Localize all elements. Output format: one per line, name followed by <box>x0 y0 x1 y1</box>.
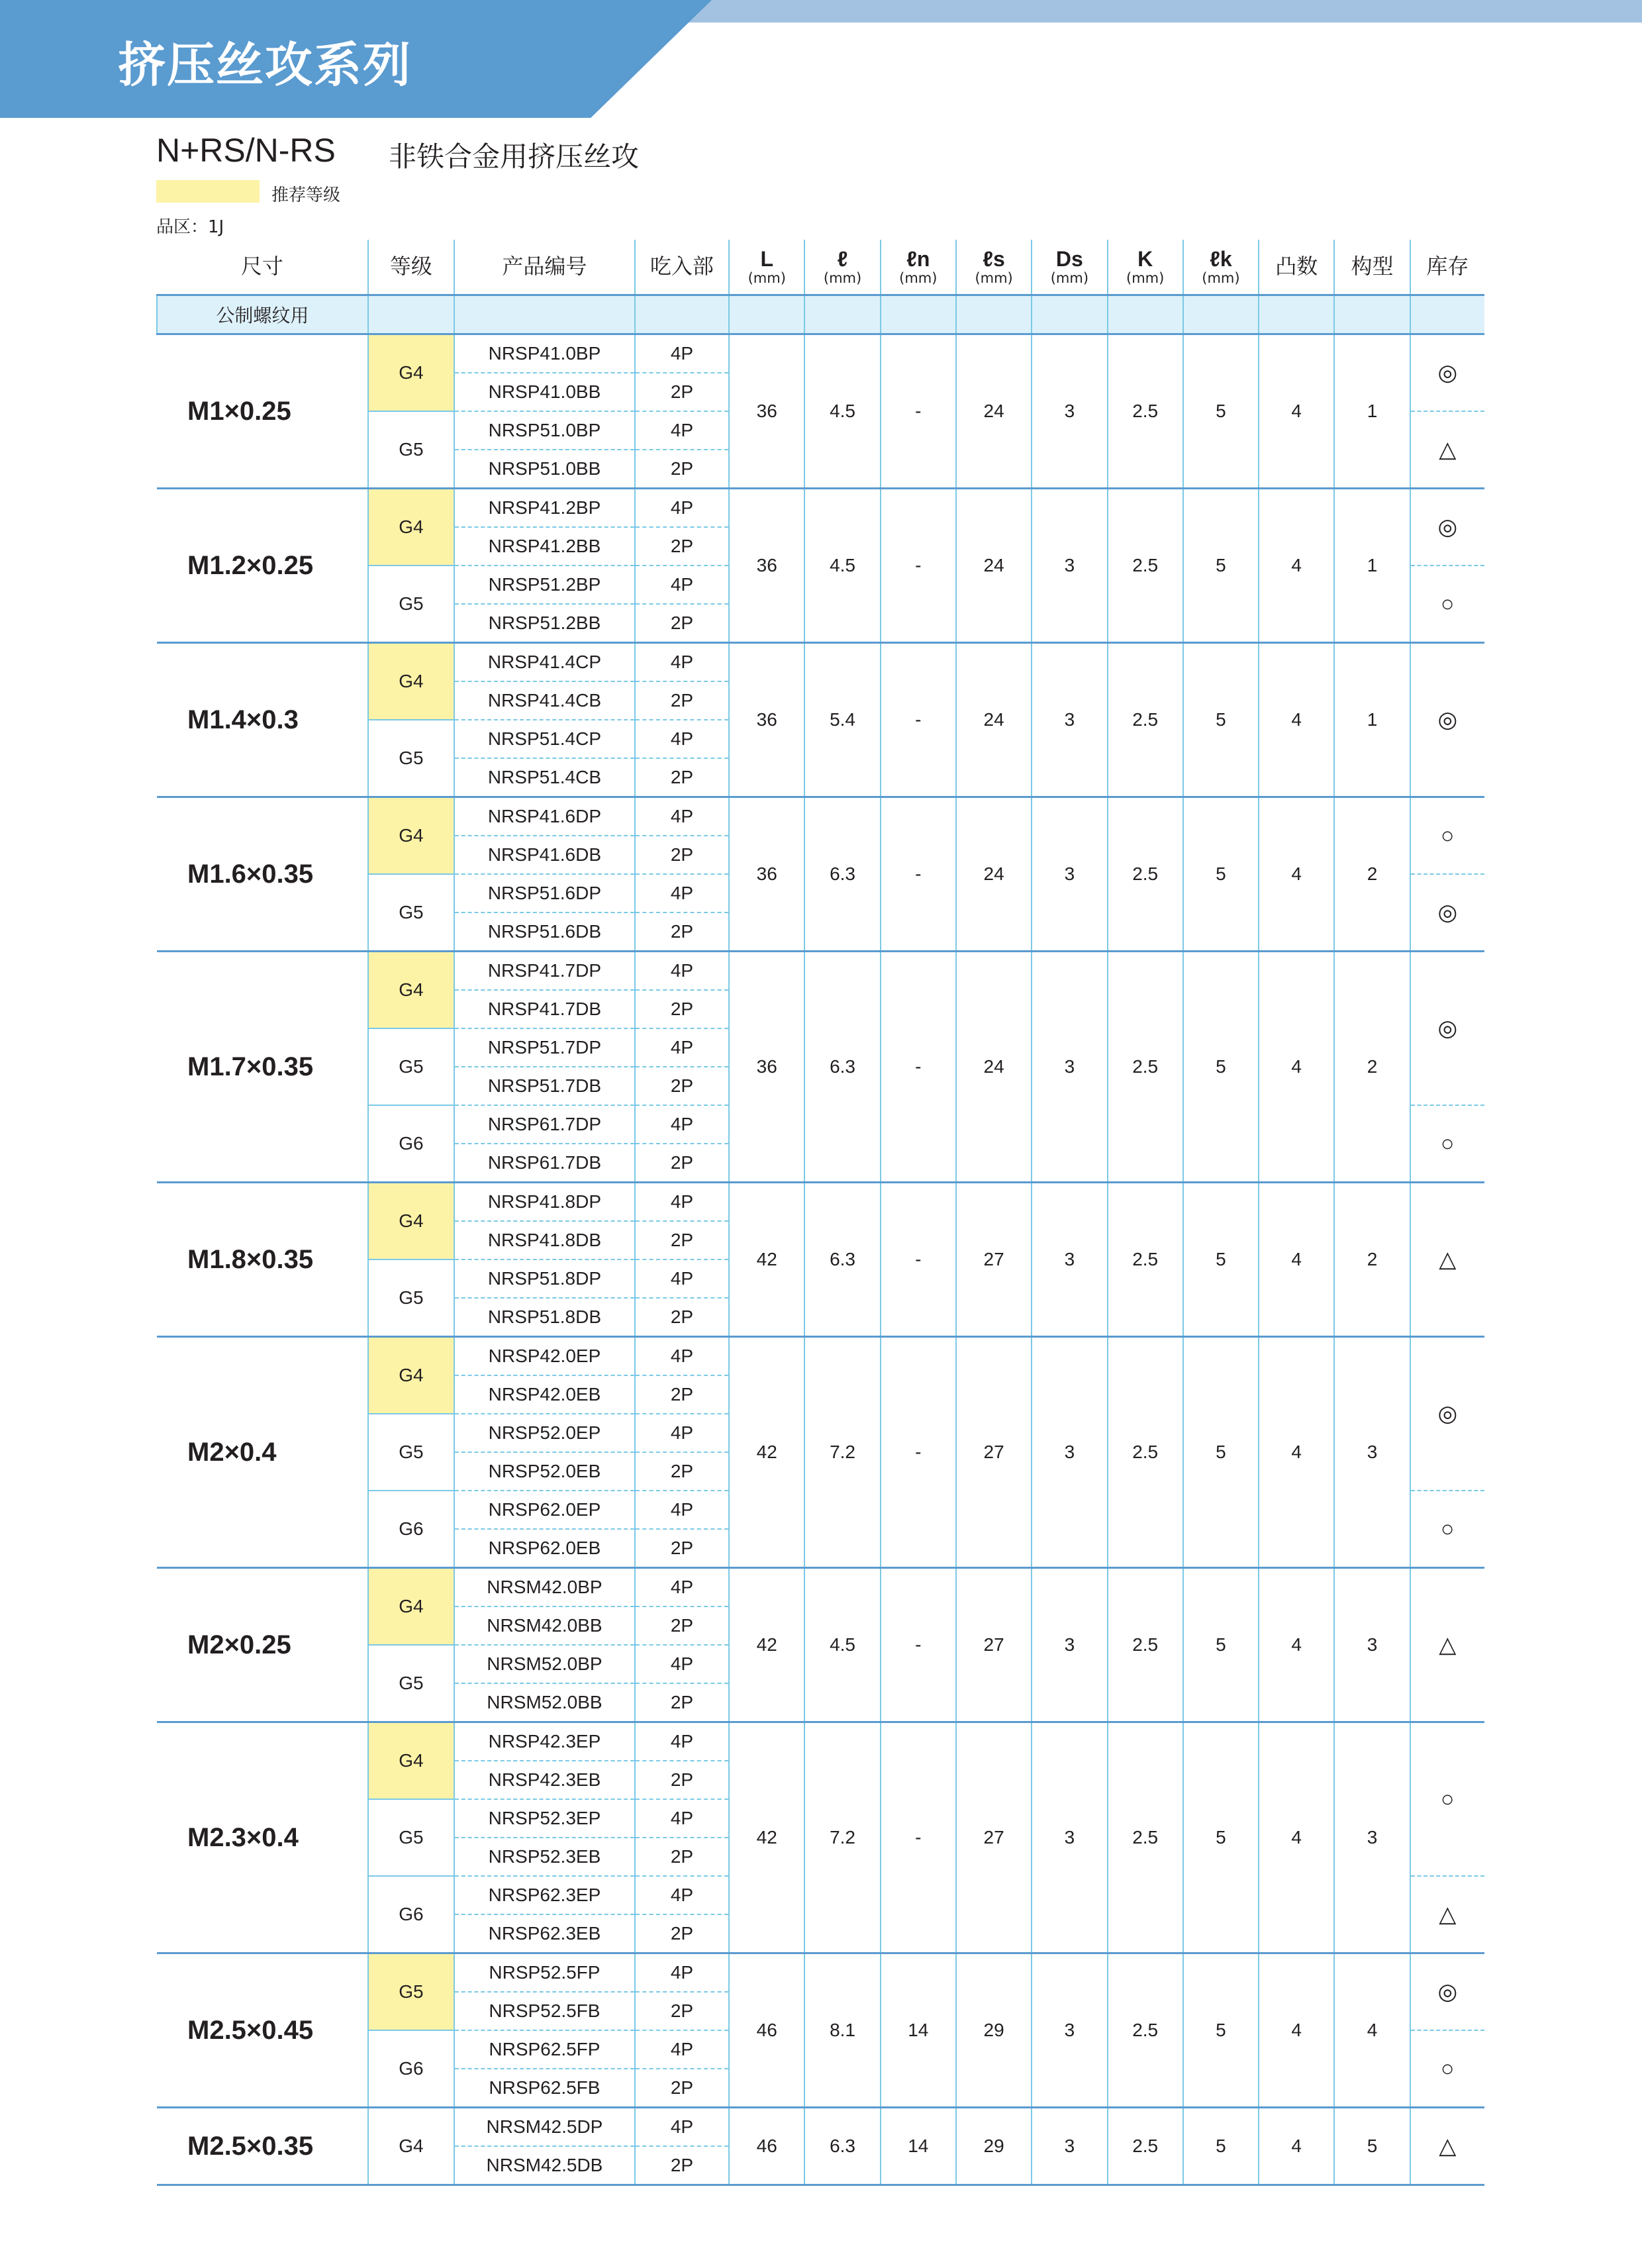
spec-lk-cell: 5 <box>1183 643 1259 797</box>
spec-ls-cell: 29 <box>956 2108 1032 2185</box>
spec-ls-cell: 24 <box>956 952 1032 1183</box>
spec-K-cell: 2.5 <box>1108 797 1183 952</box>
spec-L-cell: 46 <box>729 2108 804 2185</box>
stock-status-cell: △ <box>1410 2108 1484 2185</box>
product-code-cell: NRSP51.7DB <box>454 1067 635 1105</box>
product-code-cell: NRSP42.0EB <box>454 1375 635 1414</box>
grade-cell: G4 <box>368 489 454 566</box>
spec-lobes-cell: 4 <box>1259 1953 1334 2108</box>
spec-Ds-cell: 3 <box>1032 489 1107 643</box>
bite-cell: 2P <box>635 681 729 720</box>
subheader-metric-thread: 公制螺纹用 <box>157 295 368 334</box>
header-K: K (mm) <box>1108 240 1183 295</box>
product-code-cell: NRSP42.0EP <box>454 1337 635 1376</box>
grade-cell: G6 <box>368 1105 454 1183</box>
grade-cell: G5 <box>368 1799 454 1876</box>
table-body <box>157 295 1484 2185</box>
bite-cell: 2P <box>635 373 729 411</box>
size-cell: M1.7×0.35 <box>157 952 368 1183</box>
product-code-cell: NRSP62.0EP <box>454 1491 635 1529</box>
spec-K-cell: 2.5 <box>1108 952 1183 1183</box>
spec-L-cell: 42 <box>729 1337 804 1568</box>
bite-cell: 4P <box>635 797 729 836</box>
stock-status-cell: ◎ <box>1410 952 1484 1106</box>
spec-L-cell: 42 <box>729 1568 804 1722</box>
spec-config-cell: 3 <box>1334 1722 1410 1953</box>
grade-cell: G4 <box>368 643 454 720</box>
grade-cell: G5 <box>368 720 454 797</box>
product-code-cell: NRSP51.6DP <box>454 874 635 912</box>
header-stock: 库存 <box>1410 240 1484 295</box>
size-cell: M2.5×0.45 <box>157 1953 368 2108</box>
spec-K-cell: 2.5 <box>1108 643 1183 797</box>
spec-ls-cell: 24 <box>956 334 1032 489</box>
grade-cell: G4 <box>368 797 454 875</box>
product-code-cell: NRSP51.8DB <box>454 1298 635 1337</box>
bite-cell: 2P <box>635 990 729 1028</box>
product-code-cell: NRSP62.5FP <box>454 2030 635 2069</box>
spec-lobes-cell: 4 <box>1259 797 1334 952</box>
spec-l-cell: 4.5 <box>804 489 880 643</box>
spec-lobes-cell: 4 <box>1259 643 1334 797</box>
spec-L-cell: 42 <box>729 1722 804 1953</box>
bite-cell: 4P <box>635 1414 729 1452</box>
stock-status-cell: △ <box>1410 1876 1484 1953</box>
table-row <box>157 1722 1484 1761</box>
spec-Ds-cell: 3 <box>1032 643 1107 797</box>
spec-lobes-cell: 4 <box>1259 1337 1334 1568</box>
product-code-cell: NRSP41.0BB <box>454 373 635 411</box>
spec-K-cell: 2.5 <box>1108 334 1183 489</box>
spec-ln-cell: - <box>881 1183 956 1337</box>
grade-cell: G5 <box>368 874 454 952</box>
product-code-cell: NRSP61.7DB <box>454 1144 635 1183</box>
product-code-cell: NRSP41.2BP <box>454 489 635 528</box>
spec-Ds-cell: 3 <box>1032 1568 1107 1722</box>
bite-cell: 2P <box>635 1992 729 2030</box>
spec-ls-cell: 27 <box>956 1337 1032 1568</box>
spec-ls-cell: 27 <box>956 1183 1032 1337</box>
product-code-cell: NRSP41.7DP <box>454 952 635 991</box>
spec-lk-cell: 5 <box>1183 952 1259 1183</box>
table-row <box>157 952 1484 991</box>
table-row <box>157 1568 1484 1607</box>
recommended-legend-label: 推荐等级 <box>271 185 341 205</box>
stock-status-cell: ◎ <box>1410 489 1484 566</box>
spec-K-cell: 2.5 <box>1108 2108 1183 2185</box>
spec-L-cell: 36 <box>729 489 804 643</box>
grade-cell: G5 <box>368 566 454 643</box>
product-code-cell: NRSP51.2BB <box>454 604 635 643</box>
grade-cell: G6 <box>368 2030 454 2108</box>
stock-status-cell: ○ <box>1410 797 1484 875</box>
bite-cell: 2P <box>635 1221 729 1259</box>
spec-l-cell: 7.2 <box>804 1722 880 1953</box>
spec-l-cell: 8.1 <box>804 1953 880 2108</box>
header-bite: 吃入部 <box>635 240 729 295</box>
bite-cell: 4P <box>635 1953 729 1993</box>
product-code-cell: NRSP62.3EB <box>454 1914 635 1953</box>
spec-L-cell: 36 <box>729 797 804 952</box>
product-code-cell: NRSP52.0EB <box>454 1452 635 1491</box>
bite-cell: 2P <box>635 1298 729 1337</box>
spec-lk-cell: 5 <box>1183 1722 1259 1953</box>
spec-ln-cell: - <box>881 1722 956 1953</box>
stock-status-cell: ○ <box>1410 1105 1484 1183</box>
spec-lk-cell: 5 <box>1183 797 1259 952</box>
spec-lk-cell: 5 <box>1183 2108 1259 2185</box>
bite-cell: 4P <box>635 2030 729 2069</box>
bite-cell: 2P <box>635 1606 729 1645</box>
bite-cell: 2P <box>635 1683 729 1722</box>
bite-cell: 4P <box>635 334 729 373</box>
product-code-cell: NRSP41.2BB <box>454 527 635 566</box>
product-code-cell: NRSP62.0EB <box>454 1529 635 1568</box>
table-row <box>157 489 1484 528</box>
stock-status-cell: ◎ <box>1410 1337 1484 1491</box>
bite-cell: 2P <box>635 1914 729 1953</box>
bite-cell: 2P <box>635 2146 729 2185</box>
spec-ln-cell: - <box>881 1568 956 1722</box>
grade-cell: G4 <box>368 1183 454 1260</box>
spec-Ds-cell: 3 <box>1032 1722 1107 1953</box>
spec-Ds-cell: 3 <box>1032 1953 1107 2108</box>
spec-ln-cell: 14 <box>881 2108 956 2185</box>
grade-cell: G5 <box>368 1953 454 2031</box>
grade-cell: G5 <box>368 411 454 489</box>
spec-lobes-cell: 4 <box>1259 1183 1334 1337</box>
spec-K-cell: 2.5 <box>1108 1337 1183 1568</box>
grade-cell: G4 <box>368 952 454 1029</box>
spec-ls-cell: 27 <box>956 1722 1032 1953</box>
spec-ln-cell: 14 <box>881 1953 956 2108</box>
spec-config-cell: 1 <box>1334 489 1410 643</box>
product-code-cell: NRSP41.0BP <box>454 334 635 373</box>
table-row <box>157 1337 1484 1376</box>
size-cell: M2.5×0.35 <box>157 2108 368 2185</box>
header-ln: ℓn (mm) <box>881 240 956 295</box>
spec-K-cell: 2.5 <box>1108 1568 1183 1722</box>
bite-cell: 2P <box>635 604 729 643</box>
product-code-cell: NRSP41.6DB <box>454 836 635 874</box>
stock-status-cell: ○ <box>1410 1722 1484 1877</box>
spec-Ds-cell: 3 <box>1032 2108 1107 2185</box>
bite-cell: 4P <box>635 1568 729 1607</box>
spec-ln-cell: - <box>881 797 956 952</box>
stock-status-cell: ○ <box>1410 1491 1484 1568</box>
spec-K-cell: 2.5 <box>1108 1953 1183 2108</box>
bite-cell: 4P <box>635 874 729 912</box>
bite-cell: 4P <box>635 411 729 450</box>
size-cell: M1.4×0.3 <box>157 643 368 797</box>
spec-lk-cell: 5 <box>1183 1337 1259 1568</box>
spec-Ds-cell: 3 <box>1032 797 1107 952</box>
spec-lobes-cell: 4 <box>1259 1722 1334 1953</box>
spec-L-cell: 36 <box>729 952 804 1183</box>
stock-status-cell: △ <box>1410 1183 1484 1337</box>
product-code-cell: NRSP41.6DP <box>454 797 635 836</box>
recommended-legend-swatch <box>156 180 260 203</box>
product-code-cell: NRSP51.6DB <box>454 912 635 952</box>
spec-lk-cell: 5 <box>1183 334 1259 489</box>
size-cell: M1.2×0.25 <box>157 489 368 643</box>
grade-cell: G5 <box>368 1028 454 1105</box>
product-code-cell: NRSP51.4CB <box>454 758 635 797</box>
header-lk: ℓk (mm) <box>1183 240 1259 295</box>
table-header-row <box>157 240 1484 295</box>
product-code-cell: NRSP62.5FB <box>454 2069 635 2108</box>
grade-cell: G5 <box>368 1259 454 1337</box>
product-code-cell: NRSP51.2BP <box>454 566 635 604</box>
spec-ls-cell: 24 <box>956 643 1032 797</box>
table-row <box>157 1183 1484 1222</box>
stock-status-cell: ○ <box>1410 566 1484 643</box>
product-code-cell: NRSP41.8DP <box>454 1183 635 1222</box>
bite-cell: 4P <box>635 1183 729 1222</box>
spec-config-cell: 4 <box>1334 1953 1410 2108</box>
bite-cell: 4P <box>635 1259 729 1298</box>
spec-L-cell: 46 <box>729 1953 804 2108</box>
grade-cell: G4 <box>368 334 454 412</box>
grade-cell: G5 <box>368 1645 454 1722</box>
lot-label: 品区：1J <box>156 217 224 237</box>
stock-status-cell: ◎ <box>1410 874 1484 952</box>
grade-cell: G4 <box>368 2108 454 2185</box>
spec-config-cell: 1 <box>1334 334 1410 489</box>
product-code-cell: NRSP52.0EP <box>454 1414 635 1452</box>
bite-cell: 4P <box>635 2108 729 2147</box>
size-cell: M1.6×0.35 <box>157 797 368 952</box>
spec-ls-cell: 27 <box>956 1568 1032 1722</box>
stock-status-cell: ◎ <box>1410 643 1484 797</box>
product-code-cell: NRSP62.3EP <box>454 1876 635 1914</box>
bite-cell: 2P <box>635 912 729 952</box>
bite-cell: 2P <box>635 527 729 566</box>
spec-lk-cell: 5 <box>1183 489 1259 643</box>
spec-ls-cell: 24 <box>956 797 1032 952</box>
spec-ls-cell: 29 <box>956 1953 1032 2108</box>
product-code-cell: NRSM52.0BP <box>454 1645 635 1683</box>
product-code-cell: NRSP51.0BP <box>454 411 635 450</box>
bite-cell: 2P <box>635 758 729 797</box>
spec-K-cell: 2.5 <box>1108 1722 1183 1953</box>
size-cell: M2×0.25 <box>157 1568 368 1722</box>
product-code-cell: NRSP51.7DP <box>454 1028 635 1067</box>
spec-Ds-cell: 3 <box>1032 952 1107 1183</box>
product-code-cell: NRSP42.3EP <box>454 1722 635 1761</box>
bite-cell: 4P <box>635 1491 729 1529</box>
spec-L-cell: 42 <box>729 1183 804 1337</box>
bite-cell: 4P <box>635 566 729 604</box>
header-config: 构型 <box>1334 240 1410 295</box>
grade-cell: G6 <box>368 1876 454 1953</box>
spec-l-cell: 6.3 <box>804 952 880 1183</box>
product-code-cell: NRSP51.0BB <box>454 450 635 489</box>
spec-Ds-cell: 3 <box>1032 1183 1107 1337</box>
spec-l-cell: 6.3 <box>804 1183 880 1337</box>
bite-cell: 2P <box>635 1067 729 1105</box>
product-code-cell: NRSP52.5FB <box>454 1992 635 2030</box>
spec-config-cell: 5 <box>1334 2108 1410 2185</box>
product-code-cell: NRSP41.8DB <box>454 1221 635 1259</box>
bite-cell: 2P <box>635 836 729 874</box>
bite-cell: 4P <box>635 720 729 758</box>
spec-l-cell: 6.3 <box>804 2108 880 2185</box>
header-l: ℓ (mm) <box>804 240 880 295</box>
spec-lk-cell: 5 <box>1183 1568 1259 1722</box>
stock-status-cell: △ <box>1410 1568 1484 1722</box>
spec-lk-cell: 5 <box>1183 1953 1259 2108</box>
spec-lobes-cell: 4 <box>1259 489 1334 643</box>
spec-config-cell: 1 <box>1334 643 1410 797</box>
spec-ln-cell: - <box>881 334 956 489</box>
spec-config-cell: 2 <box>1334 1183 1410 1337</box>
header-Ds: Ds (mm) <box>1032 240 1107 295</box>
spec-config-cell: 3 <box>1334 1568 1410 1722</box>
spec-l-cell: 4.5 <box>804 334 880 489</box>
grade-cell: G6 <box>368 1491 454 1568</box>
bite-cell: 4P <box>635 643 729 682</box>
product-code-cell: NRSM42.0BP <box>454 1568 635 1607</box>
spec-l-cell: 7.2 <box>804 1337 880 1568</box>
spec-config-cell: 3 <box>1334 1337 1410 1568</box>
spec-L-cell: 36 <box>729 643 804 797</box>
size-cell: M2×0.4 <box>157 1337 368 1568</box>
bite-cell: 2P <box>635 1838 729 1876</box>
table-row <box>157 643 1484 682</box>
spec-ln-cell: - <box>881 1337 956 1568</box>
bite-cell: 4P <box>635 1722 729 1761</box>
bite-cell: 2P <box>635 2069 729 2108</box>
bite-cell: 4P <box>635 1028 729 1067</box>
stock-status-cell: ◎ <box>1410 1953 1484 2031</box>
spec-lobes-cell: 4 <box>1259 952 1334 1183</box>
spec-K-cell: 2.5 <box>1108 489 1183 643</box>
page-title: 挤压丝攻系列 <box>118 37 412 93</box>
spec-Ds-cell: 3 <box>1032 1337 1107 1568</box>
bite-cell: 4P <box>635 1337 729 1376</box>
bite-cell: 4P <box>635 1105 729 1144</box>
spec-ls-cell: 24 <box>956 489 1032 643</box>
grade-cell: G4 <box>368 1568 454 1646</box>
header-lobes: 凸数 <box>1259 240 1334 295</box>
product-code-cell: NRSP51.4CP <box>454 720 635 758</box>
product-code-cell: NRSP42.3EB <box>454 1761 635 1799</box>
grade-cell: G4 <box>368 1722 454 1800</box>
bite-cell: 2P <box>635 1761 729 1799</box>
bite-cell: 2P <box>635 1375 729 1414</box>
header-size: 尺寸 <box>157 240 368 295</box>
product-code-cell: NRSM42.0BB <box>454 1606 635 1645</box>
grade-cell: G5 <box>368 1414 454 1491</box>
table-row <box>157 1953 1484 1993</box>
product-code-cell: NRSP51.8DP <box>454 1259 635 1298</box>
spec-l-cell: 4.5 <box>804 1568 880 1722</box>
size-cell: M2.3×0.4 <box>157 1722 368 1953</box>
bite-cell: 2P <box>635 1144 729 1183</box>
spec-L-cell: 36 <box>729 334 804 489</box>
header-grade: 等级 <box>368 240 454 295</box>
stock-status-cell: △ <box>1410 411 1484 489</box>
bite-cell: 4P <box>635 1876 729 1914</box>
header-L: L (mm) <box>729 240 804 295</box>
spec-config-cell: 2 <box>1334 952 1410 1183</box>
stock-status-cell: ◎ <box>1410 334 1484 412</box>
bite-cell: 4P <box>635 952 729 991</box>
series-code: N+RS/N-RS <box>156 132 336 169</box>
stock-status-cell: ○ <box>1410 2030 1484 2108</box>
bite-cell: 2P <box>635 1529 729 1568</box>
spec-config-cell: 2 <box>1334 797 1410 952</box>
product-spec-table <box>156 240 1484 2186</box>
product-code-cell: NRSP52.3EB <box>454 1838 635 1876</box>
product-code-cell: NRSM52.0BB <box>454 1683 635 1722</box>
product-code-cell: NRSP41.7DB <box>454 990 635 1028</box>
bite-cell: 4P <box>635 1645 729 1683</box>
size-cell: M1×0.25 <box>157 334 368 489</box>
product-code-cell: NRSP61.7DP <box>454 1105 635 1144</box>
table-row <box>157 334 1484 373</box>
bite-cell: 2P <box>635 1452 729 1491</box>
subheader-row <box>157 295 1484 334</box>
bite-cell: 4P <box>635 489 729 528</box>
spec-ln-cell: - <box>881 952 956 1183</box>
spec-ln-cell: - <box>881 489 956 643</box>
spec-lk-cell: 5 <box>1183 1183 1259 1337</box>
spec-lobes-cell: 4 <box>1259 334 1334 489</box>
series-description: 非铁合金用挤压丝攻 <box>389 140 640 173</box>
product-code-cell: NRSM42.5DB <box>454 2146 635 2185</box>
spec-K-cell: 2.5 <box>1108 1183 1183 1337</box>
header-ls: ℓs (mm) <box>956 240 1032 295</box>
product-code-cell: NRSP52.5FP <box>454 1953 635 1993</box>
product-code-cell: NRSP41.4CB <box>454 681 635 720</box>
table-row <box>157 2108 1484 2147</box>
table-row <box>157 797 1484 836</box>
spec-lobes-cell: 4 <box>1259 1568 1334 1722</box>
spec-ln-cell: - <box>881 643 956 797</box>
spec-Ds-cell: 3 <box>1032 334 1107 489</box>
spec-l-cell: 6.3 <box>804 797 880 952</box>
size-cell: M1.8×0.35 <box>157 1183 368 1337</box>
bite-cell: 4P <box>635 1799 729 1838</box>
product-code-cell: NRSP41.4CP <box>454 643 635 682</box>
header-product-code: 产品编号 <box>454 240 635 295</box>
spec-lobes-cell: 4 <box>1259 2108 1334 2185</box>
spec-l-cell: 5.4 <box>804 643 880 797</box>
product-code-cell: NRSP52.3EP <box>454 1799 635 1838</box>
bite-cell: 2P <box>635 450 729 489</box>
product-code-cell: NRSM42.5DP <box>454 2108 635 2147</box>
grade-cell: G4 <box>368 1337 454 1414</box>
